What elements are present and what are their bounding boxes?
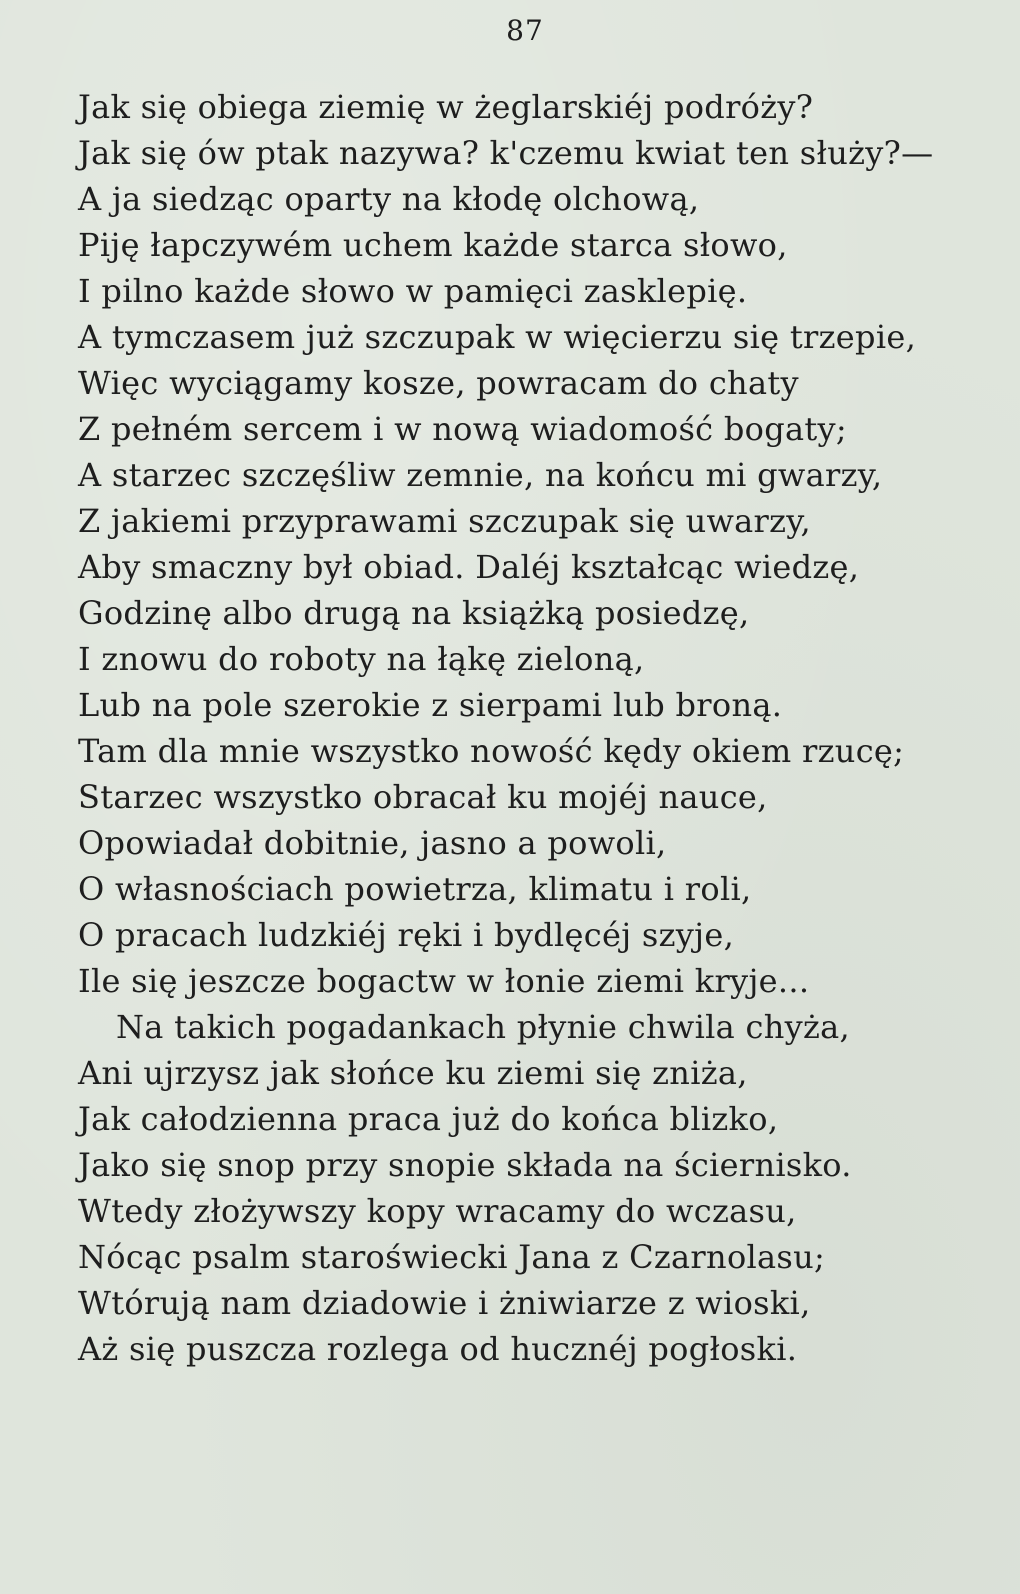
poem-line: Na takich pogadankach płynie chwila chyża,: [116, 1008, 851, 1046]
poem-line: Więc wyciągamy kosze, powracam do chaty: [78, 364, 799, 402]
poem-line: Z pełném sercem i w nową wiadomość bogaty;: [78, 410, 847, 448]
poem-line: Jak się ów ptak nazywa? k'czemu kwiat ten służy?—: [78, 134, 934, 172]
poem-line: I pilno każde słowo w pamięci zasklepię.: [78, 272, 748, 310]
poem-line: O pracach ludzkiéj ręki i bydlęcéj szyje,: [78, 916, 735, 954]
poem-line: Ile się jeszcze bogactw w łonie ziemi kryje...: [78, 962, 810, 1000]
poem-line: Jak się obiega ziemię w żeglarskiéj podróży?: [78, 88, 814, 126]
page-number: 87: [506, 14, 544, 47]
poem-line: A ja siedząc oparty na kłodę olchową,: [78, 180, 700, 218]
poem-line: A tymczasem już szczupak w więcierzu się trzepie,: [78, 318, 917, 356]
poem-line: A starzec szczęśliw zemnie, na końcu mi gwarzy,: [78, 456, 883, 494]
poem-line: Ani ujrzysz jak słońce ku ziemi się zniża,: [78, 1054, 748, 1092]
poem-line: Nócąc psalm staroświecki Jana z Czarnolasu;: [78, 1238, 826, 1276]
poem-line: Wtedy złożywszy kopy wracamy do wczasu,: [78, 1192, 797, 1230]
poem-line: Wtórują nam dziadowie i żniwiarze z wioski,: [78, 1284, 811, 1322]
poem-text: [78, 84, 998, 1372]
poem-line: I znowu do roboty na łąkę zieloną,: [78, 640, 645, 678]
poem-line: Opowiadał dobitnie, jasno a powoli,: [78, 824, 667, 862]
poem-line: Z jakiemi przyprawami szczupak się uwarzy,: [78, 502, 811, 540]
poem-line: Aż się puszcza rozlega od hucznéj pogłoski.: [78, 1330, 798, 1368]
poem-line: Jako się snop przy snopie składa na ściernisko.: [78, 1146, 852, 1184]
poem-line: Godzinę albo drugą na książką posiedzę,: [78, 594, 750, 632]
poem-line: Piję łapczywém uchem każde starca słowo,: [78, 226, 788, 264]
poem-line: Tam dla mnie wszystko nowość kędy okiem rzucę;: [78, 732, 905, 770]
poem-line: Jak całodzienna praca już do końca blizko,: [78, 1100, 779, 1138]
poem-line: Aby smaczny był obiad. Daléj kształcąc wiedzę,: [78, 548, 860, 586]
poem-line: Lub na pole szerokie z sierpami lub broną.: [78, 686, 783, 724]
poem-line: O własnościach powietrza, klimatu i roli,: [78, 870, 752, 908]
poem-line: Starzec wszystko obracał ku mojéj nauce,: [78, 778, 768, 816]
